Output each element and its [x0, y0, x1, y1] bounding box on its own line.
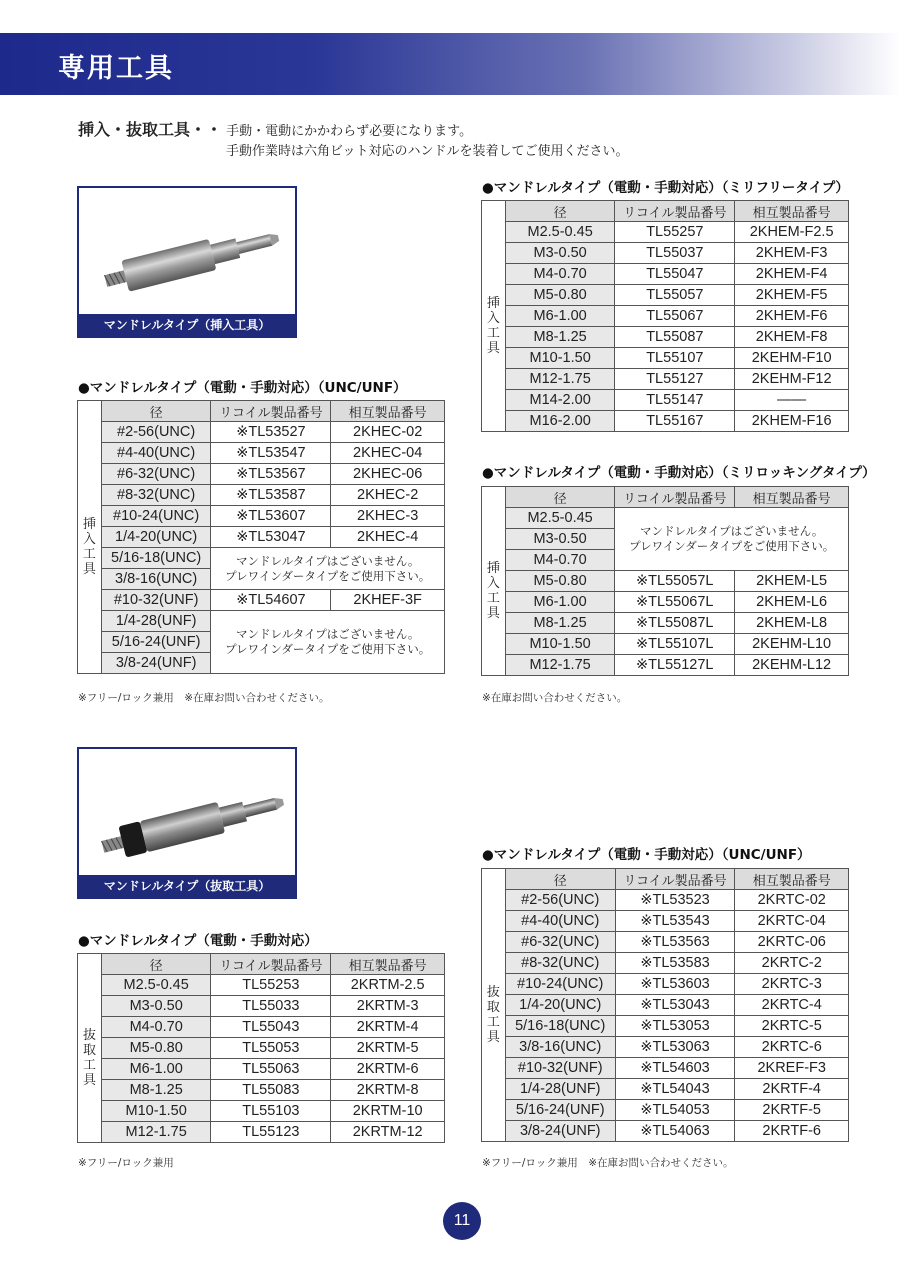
size-cell: 3/8-16(UNC)	[505, 1037, 615, 1058]
table-row	[482, 306, 849, 327]
recoil-number-cell: TL55103	[211, 1101, 331, 1122]
table-row	[482, 932, 849, 953]
header-size: 径	[505, 869, 615, 890]
compat-number-cell: 2KHEM-F6	[735, 306, 849, 327]
table-title-extract-unc: ●マンドレルタイプ（電動・手動対応）（UNC/UNF）	[482, 847, 811, 863]
size-cell: 5/16-18(UNC)	[505, 1016, 615, 1037]
recoil-number-cell: ※TL53603	[615, 974, 735, 995]
compat-number-cell: 2KRTF-5	[735, 1100, 849, 1121]
insert-tool-image	[79, 188, 295, 314]
header-size: 径	[101, 954, 211, 975]
compat-number-cell: 2KEHM-F12	[735, 369, 849, 390]
insert-tool-caption: マンドレルタイプ（挿入工具）	[79, 314, 295, 336]
table-row	[78, 996, 445, 1017]
recoil-number-cell: TL55123	[211, 1122, 331, 1143]
size-cell: M16-2.00	[505, 411, 615, 432]
compat-number-cell: 2KRTF-4	[735, 1079, 849, 1100]
table-row	[482, 634, 849, 655]
tool-type-char: 工	[486, 1015, 500, 1031]
size-cell: #2-56(UNC)	[101, 422, 211, 443]
recoil-number-cell: TL55037	[615, 243, 735, 264]
size-cell: #10-32(UNF)	[101, 590, 211, 611]
compat-number-cell: 2KHEC-4	[331, 527, 445, 548]
table-row	[482, 243, 849, 264]
table-row	[482, 911, 849, 932]
recoil-number-cell: TL55083	[211, 1080, 331, 1101]
size-cell: M10-1.50	[101, 1101, 211, 1122]
tool-type-char: 取	[82, 1043, 96, 1059]
compat-number-cell: 2KRTM-2.5	[331, 975, 445, 996]
recoil-number-cell: TL55047	[615, 264, 735, 285]
recoil-number-cell: TL55067	[615, 306, 735, 327]
recoil-number-cell: ※TL53583	[615, 953, 735, 974]
size-cell: M4-0.70	[505, 550, 614, 571]
table-row	[78, 1059, 445, 1080]
recoil-number-cell: ※TL54607	[211, 590, 331, 611]
table-row	[482, 592, 849, 613]
size-cell: M6-1.00	[505, 592, 614, 613]
intro-text	[78, 120, 628, 162]
size-cell: #4-40(UNC)	[505, 911, 615, 932]
size-cell: M6-1.00	[101, 1059, 211, 1080]
recoil-number-cell: TL55033	[211, 996, 331, 1017]
compat-number-cell: 2KRTC-4	[735, 995, 849, 1016]
table-row	[78, 443, 445, 464]
header-size: 径	[101, 401, 211, 422]
size-cell: #10-24(UNC)	[505, 974, 615, 995]
recoil-number-cell: ※TL53043	[615, 995, 735, 1016]
tool-type-char: 具	[82, 1073, 96, 1089]
recoil-number-cell: ※TL53523	[615, 890, 735, 911]
header-corner-cell	[482, 201, 506, 222]
extract-tool-caption: マンドレルタイプ（抜取工具）	[79, 875, 295, 897]
table-row	[78, 485, 445, 506]
size-cell: M5-0.80	[505, 571, 614, 592]
recoil-number-cell: ※TL54043	[615, 1079, 735, 1100]
size-cell: #8-32(UNC)	[505, 953, 615, 974]
unavailable-note: マンドレルタイプはございません。 プレワインダータイプをご使用下さい。	[211, 548, 445, 590]
tool-type-char: 工	[82, 547, 96, 563]
recoil-number-cell: ※TL55087L	[615, 613, 735, 634]
recoil-number-cell: ※TL55127L	[615, 655, 735, 676]
table-row	[78, 464, 445, 485]
insert-metric-free-table	[481, 200, 849, 432]
table-header-row	[78, 954, 445, 975]
size-cell: M2.5-0.45	[505, 508, 614, 529]
intro-line2: 手動作業時は六角ビット対応のハンドルを装着してご使用ください。	[226, 144, 629, 159]
table-row	[482, 508, 849, 529]
table-title-insert-metric-lock: ●マンドレルタイプ（電動・手動対応）（ミリロッキングタイプ）	[482, 465, 876, 481]
size-cell: M10-1.50	[505, 634, 614, 655]
compat-number-cell: 2KRTC-04	[735, 911, 849, 932]
recoil-number-cell: ※TL53063	[615, 1037, 735, 1058]
size-cell: #10-24(UNC)	[101, 506, 211, 527]
recoil-number-cell: ※TL53607	[211, 506, 331, 527]
recoil-number-cell: TL55107	[615, 348, 735, 369]
intro-label: 挿入・抜取工具	[78, 120, 191, 139]
compat-number-cell: 2KRTM-5	[331, 1038, 445, 1059]
table-row	[482, 411, 849, 432]
size-cell: #8-32(UNC)	[101, 485, 211, 506]
recoil-number-cell: TL55127	[615, 369, 735, 390]
recoil-number-cell: ※TL53543	[615, 911, 735, 932]
compat-number-cell: 2KRTM-4	[331, 1017, 445, 1038]
compat-number-cell: 2KRTM-6	[331, 1059, 445, 1080]
table-header-row	[78, 401, 445, 422]
size-cell: 5/16-24(UNF)	[505, 1100, 615, 1121]
table-row	[78, 548, 445, 569]
recoil-number-cell: ※TL53527	[211, 422, 331, 443]
extract-tool-photo	[77, 747, 297, 899]
recoil-number-cell: ※TL55057L	[615, 571, 735, 592]
size-cell: #2-56(UNC)	[505, 890, 615, 911]
table-row	[482, 222, 849, 243]
extract-metric-table	[77, 953, 445, 1143]
footnote-extract-metric: ※フリー/ロック兼用	[78, 1157, 174, 1169]
header-recoil-number: リコイル製品番号	[615, 487, 735, 508]
header-recoil-number: リコイル製品番号	[211, 401, 331, 422]
recoil-number-cell: ※TL53567	[211, 464, 331, 485]
recoil-number-cell: TL55057	[615, 285, 735, 306]
size-cell: 1/4-20(UNC)	[101, 527, 211, 548]
compat-number-cell: 2KHEM-F16	[735, 411, 849, 432]
recoil-number-cell: TL55257	[615, 222, 735, 243]
table-row	[482, 348, 849, 369]
table-row	[482, 285, 849, 306]
footnote-insert-unc: ※フリー/ロック兼用 ※在庫お問い合わせください。	[78, 692, 330, 704]
tool-type-char: 具	[486, 1030, 500, 1046]
compat-number-cell: 2KHEC-06	[331, 464, 445, 485]
size-cell: M12-1.75	[505, 369, 615, 390]
tool-type-char: 取	[486, 1000, 500, 1016]
tool-type-char: 入	[486, 576, 500, 592]
tool-type-char: 入	[82, 532, 96, 548]
table-row	[482, 1121, 849, 1142]
tool-type-label	[482, 222, 506, 432]
header-compat-number: 相互製品番号	[331, 401, 445, 422]
size-cell: M8-1.25	[101, 1080, 211, 1101]
table-row	[78, 590, 445, 611]
table-row	[78, 422, 445, 443]
table-row	[78, 1122, 445, 1143]
table-row	[482, 655, 849, 676]
table-row	[482, 613, 849, 634]
table-row	[482, 1037, 849, 1058]
table-row	[78, 506, 445, 527]
header-corner-cell	[482, 487, 506, 508]
tool-type-label	[482, 890, 506, 1142]
recoil-number-cell: ※TL55107L	[615, 634, 735, 655]
recoil-number-cell: ※TL53047	[211, 527, 331, 548]
compat-number-cell: 2KHEC-02	[331, 422, 445, 443]
size-cell: #6-32(UNC)	[505, 932, 615, 953]
compat-number-cell: 2KRTC-02	[735, 890, 849, 911]
compat-number-cell: 2KRTC-6	[735, 1037, 849, 1058]
tool-type-label	[482, 508, 506, 676]
header-compat-number: 相互製品番号	[735, 487, 849, 508]
size-cell: M4-0.70	[505, 264, 615, 285]
tool-type-char: 挿	[486, 296, 500, 312]
table-row	[482, 995, 849, 1016]
size-cell: M5-0.80	[505, 285, 615, 306]
size-cell: M5-0.80	[101, 1038, 211, 1059]
compat-number-cell: 2KRTC-3	[735, 974, 849, 995]
compat-number-cell: 2KHEM-F5	[735, 285, 849, 306]
table-row	[482, 1016, 849, 1037]
tool-type-label	[78, 975, 102, 1143]
table-row	[482, 974, 849, 995]
compat-number-cell: 2KRTC-2	[735, 953, 849, 974]
insert-unc-table	[77, 400, 445, 674]
insert-tool-photo	[77, 186, 297, 338]
table-header-row	[482, 487, 849, 508]
tool-type-label	[78, 422, 102, 674]
compat-number-cell: 2KRTM-10	[331, 1101, 445, 1122]
tool-type-char: 入	[486, 311, 500, 327]
size-cell: #4-40(UNC)	[101, 443, 211, 464]
size-cell: 5/16-24(UNF)	[101, 632, 211, 653]
table-row	[482, 390, 849, 411]
compat-number-cell: 2KRTF-6	[735, 1121, 849, 1142]
page-number: 11	[443, 1202, 481, 1240]
compat-number-cell: 2KHEM-F3	[735, 243, 849, 264]
tool-type-char: 具	[486, 606, 500, 622]
table-row	[78, 611, 445, 632]
tool-type-char: 工	[486, 326, 500, 342]
compat-number-cell: 2KHEF-3F	[331, 590, 445, 611]
insert-metric-lock-table	[481, 486, 849, 676]
table-row	[482, 1100, 849, 1121]
unavailable-note: マンドレルタイプはございません。 プレワインダータイプをご使用下さい。	[615, 508, 849, 571]
header-corner-cell	[78, 401, 102, 422]
tool-type-char: 抜	[82, 1028, 96, 1044]
header-recoil-number: リコイル製品番号	[615, 869, 735, 890]
footnote-insert-lock: ※在庫お問い合わせください。	[482, 692, 628, 704]
compat-number-cell: 2KHEC-04	[331, 443, 445, 464]
table-row	[482, 571, 849, 592]
table-row	[482, 1079, 849, 1100]
table-row	[78, 1017, 445, 1038]
table-row	[482, 890, 849, 911]
size-cell: 3/8-24(UNF)	[505, 1121, 615, 1142]
size-cell: M3-0.50	[505, 243, 615, 264]
recoil-number-cell: ※TL53547	[211, 443, 331, 464]
size-cell: M2.5-0.45	[505, 222, 615, 243]
header-recoil-number: リコイル製品番号	[615, 201, 735, 222]
size-cell: M3-0.50	[505, 529, 614, 550]
tool-type-char: 抜	[486, 985, 500, 1001]
compat-number-cell: 2KHEC-2	[331, 485, 445, 506]
compat-number-cell: 2KREF-F3	[735, 1058, 849, 1079]
intro-line1: 手動・電動にかかわらず必要になります。	[226, 124, 473, 139]
compat-number-cell: 2KHEM-L8	[735, 613, 849, 634]
compat-number-cell: 2KHEM-F4	[735, 264, 849, 285]
extract-tool-image	[79, 749, 295, 875]
tool-type-char: 挿	[82, 517, 96, 533]
recoil-number-cell: TL55063	[211, 1059, 331, 1080]
table-row	[78, 975, 445, 996]
recoil-number-cell: ※TL54063	[615, 1121, 735, 1142]
table-row	[482, 264, 849, 285]
size-cell: M14-2.00	[505, 390, 615, 411]
recoil-number-cell: ※TL54053	[615, 1100, 735, 1121]
compat-number-cell: 2KRTC-5	[735, 1016, 849, 1037]
compat-number-cell: 2KHEM-L5	[735, 571, 849, 592]
tool-type-char: 具	[82, 562, 96, 578]
header-compat-number: 相互製品番号	[735, 869, 849, 890]
recoil-number-cell: ※TL53587	[211, 485, 331, 506]
recoil-number-cell: TL55087	[615, 327, 735, 348]
compat-number-cell: 2KRTC-06	[735, 932, 849, 953]
size-cell: M3-0.50	[101, 996, 211, 1017]
size-cell: M10-1.50	[505, 348, 615, 369]
table-row	[482, 369, 849, 390]
tool-type-char: 挿	[486, 561, 500, 577]
size-cell: #10-32(UNF)	[505, 1058, 615, 1079]
tool-type-char: 具	[486, 341, 500, 357]
header-corner-cell	[482, 869, 506, 890]
size-cell: M6-1.00	[505, 306, 615, 327]
recoil-number-cell: TL55043	[211, 1017, 331, 1038]
table-row	[482, 953, 849, 974]
compat-number-cell: 2KHEM-F2.5	[735, 222, 849, 243]
table-row	[78, 527, 445, 548]
compat-number-cell: 2KHEM-L6	[735, 592, 849, 613]
size-cell: 1/4-20(UNC)	[505, 995, 615, 1016]
size-cell: M4-0.70	[101, 1017, 211, 1038]
table-title-insert-unc: ●マンドレルタイプ（電動・手動対応）（UNC/UNF）	[78, 380, 407, 396]
tool-type-char: 工	[82, 1058, 96, 1074]
page-title: 専用工具	[58, 53, 174, 84]
recoil-number-cell: TL55253	[211, 975, 331, 996]
table-title-insert-metric-free: ●マンドレルタイプ（電動・手動対応）（ミリフリータイプ）	[482, 180, 849, 196]
size-cell: 5/16-18(UNC)	[101, 548, 211, 569]
compat-number-cell: 2KRTM-8	[331, 1080, 445, 1101]
compat-number-cell: 2KRTM-3	[331, 996, 445, 1017]
size-cell: #6-32(UNC)	[101, 464, 211, 485]
tool-type-char: 工	[486, 591, 500, 607]
header-size: 径	[505, 201, 615, 222]
recoil-number-cell: ※TL53053	[615, 1016, 735, 1037]
header-band	[0, 33, 900, 95]
extract-unc-table	[481, 868, 849, 1142]
footnote-extract-unc: ※フリー/ロック兼用 ※在庫お問い合わせください。	[482, 1157, 734, 1169]
recoil-number-cell: ※TL55067L	[615, 592, 735, 613]
size-cell: 3/8-16(UNC)	[101, 569, 211, 590]
table-row	[78, 1080, 445, 1101]
size-cell: 1/4-28(UNF)	[101, 611, 211, 632]
table-header-row	[482, 869, 849, 890]
intro-dots: ・・	[190, 120, 223, 139]
size-cell: M8-1.25	[505, 613, 614, 634]
table-row	[78, 1101, 445, 1122]
recoil-number-cell: TL55053	[211, 1038, 331, 1059]
header-compat-number: 相互製品番号	[331, 954, 445, 975]
compat-number-cell: 2KRTM-12	[331, 1122, 445, 1143]
compat-number-cell: ——	[735, 390, 849, 411]
size-cell: M8-1.25	[505, 327, 615, 348]
header-size: 径	[505, 487, 614, 508]
table-row	[482, 1058, 849, 1079]
recoil-number-cell: ※TL54603	[615, 1058, 735, 1079]
header-corner-cell	[78, 954, 102, 975]
table-row	[78, 1038, 445, 1059]
size-cell: M12-1.75	[505, 655, 614, 676]
unavailable-note: マンドレルタイプはございません。 プレワインダータイプをご使用下さい。	[211, 611, 445, 674]
size-cell: M12-1.75	[101, 1122, 211, 1143]
recoil-number-cell: ※TL53563	[615, 932, 735, 953]
size-cell: M2.5-0.45	[101, 975, 211, 996]
compat-number-cell: 2KEHM-L10	[735, 634, 849, 655]
header-recoil-number: リコイル製品番号	[211, 954, 331, 975]
table-header-row	[482, 201, 849, 222]
compat-number-cell: 2KHEM-F8	[735, 327, 849, 348]
table-row	[482, 327, 849, 348]
compat-number-cell: 2KHEC-3	[331, 506, 445, 527]
recoil-number-cell: TL55167	[615, 411, 735, 432]
compat-number-cell: 2KEHM-L12	[735, 655, 849, 676]
size-cell: 1/4-28(UNF)	[505, 1079, 615, 1100]
header-compat-number: 相互製品番号	[735, 201, 849, 222]
compat-number-cell: 2KEHM-F10	[735, 348, 849, 369]
recoil-number-cell: TL55147	[615, 390, 735, 411]
table-title-extract-metric: ●マンドレルタイプ（電動・手動対応）	[78, 933, 318, 949]
size-cell: 3/8-24(UNF)	[101, 653, 211, 674]
